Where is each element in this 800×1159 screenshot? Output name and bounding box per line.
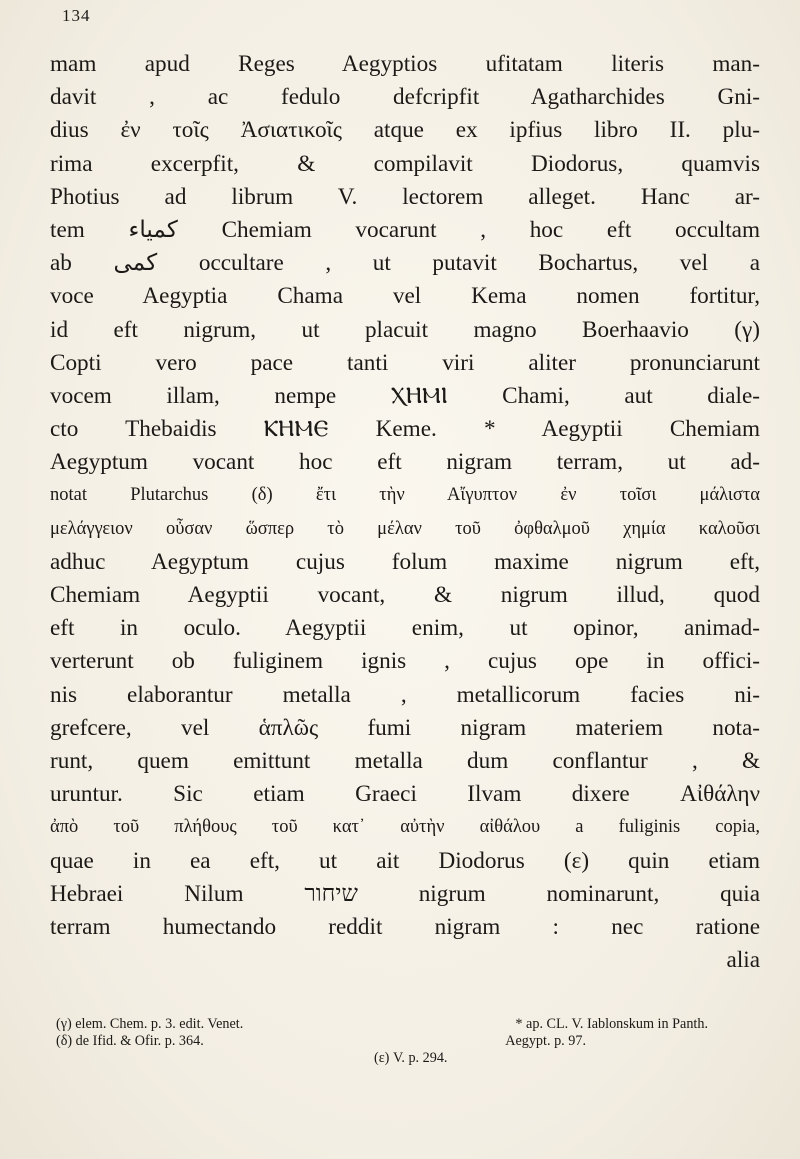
footnote-row [56, 1050, 756, 1067]
footnote-row [56, 1016, 756, 1033]
text-line: id eft nigrum, ut placuit magno Boerhaavio (γ) [50, 316, 760, 343]
text-line: adhuc Aegyptum cujus folum maxime nigrum eft, [50, 548, 760, 575]
body-text [50, 48, 760, 977]
text-line: Photius ad librum V. lectorem alleget. Hanc ar- [50, 183, 760, 210]
text-line: Copti vero pace tanti viri aliter pronunciarunt [50, 349, 760, 376]
text-line: vocem illam, nempe ⲬⲎⲘⲒ Chami, aut diale- [50, 382, 760, 409]
page-number: 134 [62, 6, 91, 25]
text-line: uruntur. Sic etiam Graeci Ilvam dixere Αἰθάλην [50, 781, 760, 808]
text-line: μελάγγειον οὖσαν ὥσπερ τὸ μέλαν τοῦ ὀφθαλμοῦ χημία καλοῦσι [50, 518, 760, 539]
text-line: cto Thebaidis ⲔⲎⲘⲈ Keme. * Aegyptii Chemiam [50, 416, 760, 443]
footnote-asterisk-cont: Aegypt. p. 97. [505, 1033, 586, 1049]
footnote-delta: (δ) de Ifid. & Ofir. p. 364. [56, 1033, 204, 1049]
text-line: terram humectando reddit nigram : nec ratione [50, 913, 760, 940]
text-line: eft in oculo. Aegyptii enim, ut opinor, animad- [50, 615, 760, 642]
text-line: tem كمياء Chemiam vocarunt , hoc eft occultam [50, 216, 760, 243]
text-line: Aegyptum vocant hoc eft nigram terram, ut ad- [50, 449, 760, 476]
text-line: ab كمى occultare , ut putavit Bochartus, vel a [50, 250, 760, 277]
text-line: voce Aegyptia Chama vel Kema nomen fortitur, [50, 283, 760, 310]
text-line: davit , ac fedulo defcripfit Agatharchides Gni- [50, 84, 760, 111]
text-line: mam apud Reges Aegyptios ufitatam literis man- [50, 51, 760, 77]
footnote-asterisk: * ap. CL. V. Iablonskum in Panth. [515, 1016, 708, 1032]
text-line: Chemiam Aegyptii vocant, & nigrum illud, quod [50, 582, 760, 608]
text-line: ἀπὸ τοῦ πλήθους τοῦ κατ᾽ αὐτὴν αἰθάλου a fuliginis copia, [50, 817, 760, 838]
text-line: verterunt ob fuliginem ignis , cujus ope in offici- [50, 648, 760, 675]
footnote-gamma: (γ) elem. Chem. p. 3. edit. Venet. [56, 1016, 244, 1032]
catchword: alia [726, 947, 760, 974]
text-line: Hebraei Nilum שיחור nigrum nominarunt, quia [50, 880, 760, 907]
text-line: notat Plutarchus (δ) ἔτι τὴν Αἴγυπτον ἐν τοῖσι μάλιστα [50, 485, 760, 506]
text-line: grefcere, vel ἁπλῶς fumi nigram materiem nota- [50, 714, 760, 741]
footnotes [56, 1016, 756, 1067]
text-line: dius ἐν τοῖς Ἀσιατικοῖς atque ex ipfius libro II. plu- [50, 117, 760, 144]
footnote-row [56, 1033, 756, 1050]
text-line: runt, quem emittunt metalla dum conflantur , & [50, 747, 760, 774]
footnote-epsilon: (ε) V. p. 294. [374, 1050, 448, 1066]
text-line: quae in ea eft, ut ait Diodorus (ε) quin etiam [50, 847, 760, 874]
text-line: rima excerpfit, & compilavit Diodorus, quamvis [50, 150, 760, 177]
text-line: nis elaborantur metalla , metallicorum facies ni- [50, 681, 760, 708]
